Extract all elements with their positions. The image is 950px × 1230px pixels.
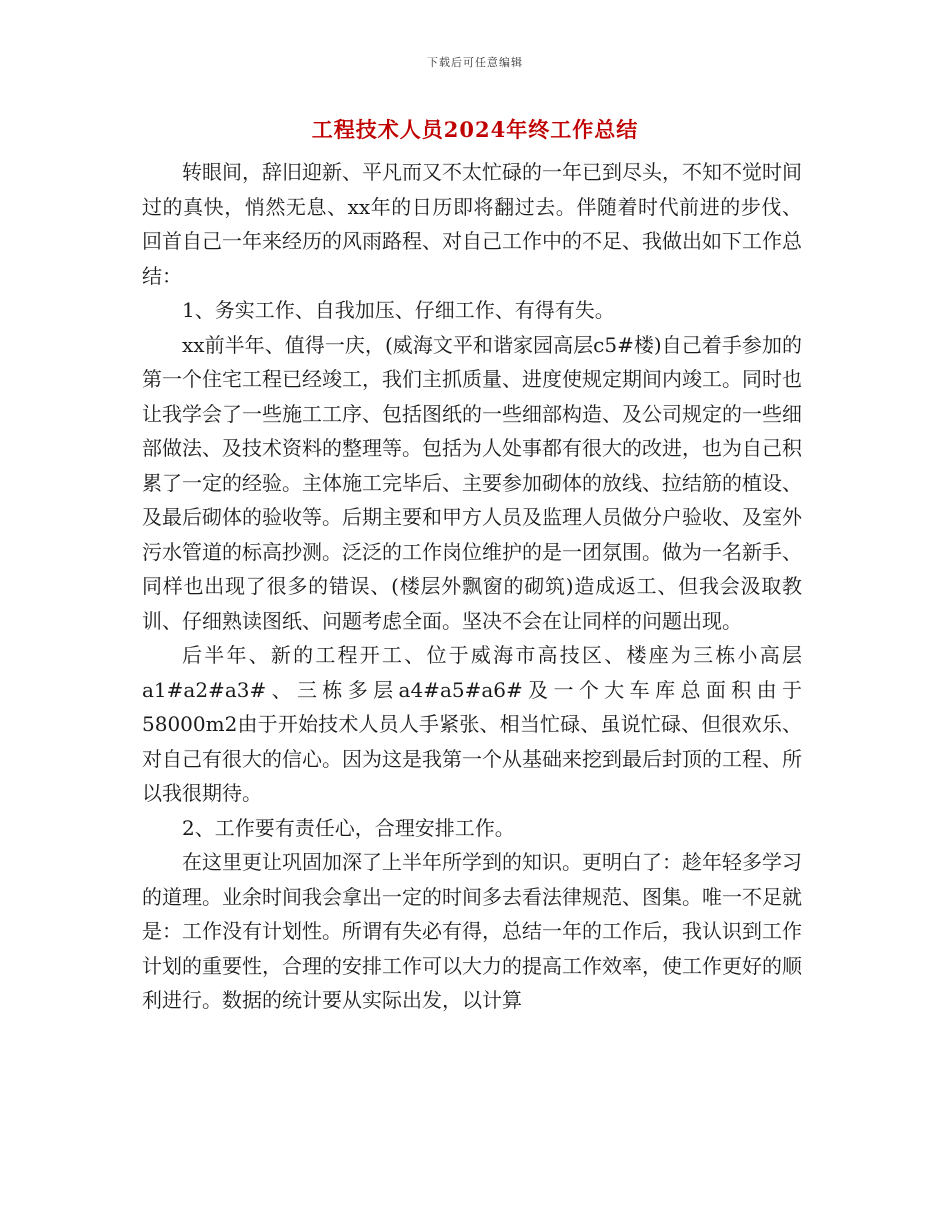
- paragraph-responsibility: 在这里更让巩固加深了上半年所学到的知识。更明白了：趁年轻多学习的道理。业余时间我会拿出一定的时间多去看法律规范、图集。唯一不足就是：工作没有计划性。所谓有失必有得，总结一年的工作后，我认识到工作计划的重要性，合理的安排工作可以大力的提高工作效率，使工作更好的顺利进行。数据的统计要从实际出发，以计算: [142, 850, 802, 1012]
- document-title: 工程技术人员2024年终工作总结: [311, 117, 639, 142]
- paragraph-first-half: xx前半年、值得一庆，(威海文平和谐家园高层c5#楼)自己着手参加的第一个住宅工程已经竣工，我们主抓质量、进度使规定期间内竣工。同时也让我学会了一些施工工序、包括图纸的一些细部构造、及公司规定的一些细部做法、及技术资料的整理等。包括为人处事都有很大的改进，也为自己积累了一定的经验。主体施工完毕后、主要参加砌体的放线、拉结筋的植设、及最后砌体的验收等。后期主要和甲方人员及监理人员做分户验收、及室外污水管道的标高抄测。泛泛的工作岗位维护的是一团氛围。做为一名新手、同样也出现了很多的错误、(楼层外飘窗的砌筑)造成返工、但我会汲取教训、仔细熟读图纸、问题考虑全面。坚决不会在让同样的问题出现。: [142, 332, 802, 633]
- paragraph-heading-2: 2、工作要有责任心，合理安排工作。: [182, 815, 515, 840]
- paragraph-heading-1: 1、务实工作、自我加压、仔细工作、有得有失。: [182, 298, 615, 322]
- header-note: 下载后可任意编辑: [427, 56, 523, 69]
- paragraph-second-half: 后半年、新的工程开工、位于威海市高技区、楼座为三栋小高层a1#a2#a3#、三栋多层a4#a5#a6#及一个大车库总面积由于58000m2由于开始技术人员人手紧张、相当忙碌、虽说忙碌、但很欢乐、对自己有很大的信心。因为这是我第一个从基础来挖到最后封顶的工程、所以我很期待。: [142, 643, 802, 805]
- document-body: [142, 155, 802, 1018]
- paragraph-intro: 转眼间，辞旧迎新、平凡而又不太忙碌的一年已到尽头，不知不觉时间过的真快，悄然无息、xx年的日历即将翻过去。伴随着时代前进的步伐、回首自己一年来经历的风雨路程、对自己工作中的不足、我做出如下工作总结：: [142, 160, 802, 288]
